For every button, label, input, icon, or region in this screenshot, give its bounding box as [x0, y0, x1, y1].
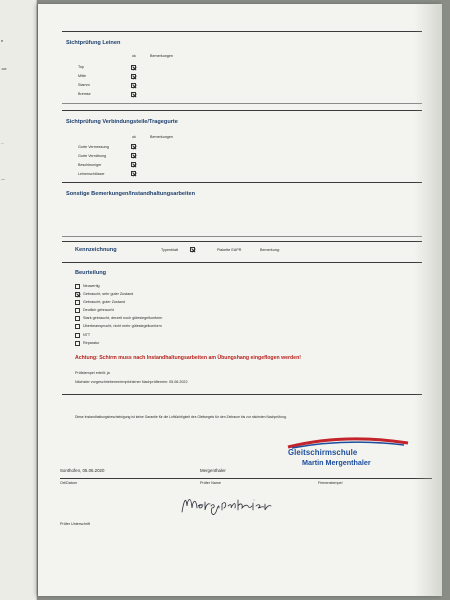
checkbox-reparatur[interactable]	[75, 341, 80, 346]
rating-label-ntt: NTT	[83, 333, 91, 337]
remarks-column-header: Bemerkungen	[150, 54, 173, 58]
checkbox-sehr-guter-zustand[interactable]	[75, 292, 80, 297]
checkbox-ntt[interactable]	[75, 333, 80, 338]
ort-datum-label: Ort/Datum	[60, 481, 78, 485]
check-label-stamm: Stamm	[78, 83, 90, 87]
logo-line2: Martin Mergenthaler	[302, 458, 371, 467]
checkbox-beschleuniger[interactable]	[131, 162, 136, 167]
rating-label-neuwertig: Neuwertig	[83, 284, 100, 288]
pruefstempel-text: Prüfstempel erteilt: ja	[75, 371, 110, 375]
divider	[62, 103, 422, 104]
logo-line1: Gleitschirmschule	[288, 448, 358, 457]
checkbox-leinenschloesser[interactable]	[131, 171, 136, 176]
check-label-mitte: Mitte	[78, 74, 86, 78]
divider	[62, 236, 422, 237]
pruefer-name-label: Prüfer Name	[200, 481, 221, 485]
underlying-page	[0, 0, 37, 600]
check-label-gurte-vermessung: Gurte Vermessung	[78, 145, 109, 149]
check-label-bremse: Bremse	[78, 92, 91, 96]
warning-text: Achtung: Schirm muss nach Instandhaltungsarbeiten am Übungshang eingeflogen werden!	[75, 355, 301, 361]
checkbox-stamm[interactable]	[131, 83, 136, 88]
bemerkung-label: Bemerkung:	[260, 248, 280, 252]
checkbox-mitte[interactable]	[131, 74, 136, 79]
divider	[62, 31, 422, 32]
section-title-beurteilung: Beurteilung	[75, 270, 107, 276]
handwritten-signature	[178, 490, 274, 522]
typenblatt-label: Typenblatt	[161, 248, 179, 252]
rating-label-ueberbeansprucht: Überbeansprucht, nicht mehr gütesiegelkonform	[83, 324, 162, 328]
check-label-top: Top	[78, 65, 84, 69]
check-label-gurte-vernaehung: Gurte Vernähung	[78, 154, 107, 158]
place-date-value: Sonthofen, 05.06.2020	[60, 468, 105, 473]
underlying-page-fragment: ...	[1, 140, 5, 145]
divider	[62, 182, 422, 183]
rating-label-stark-gebraucht: Stark gebraucht, derzeit noch gütesiegelkonform	[83, 316, 163, 320]
rating-label-sehr-guter-zustand: Gebraucht, sehr guter Zustand	[83, 292, 134, 296]
divider	[62, 241, 422, 242]
checkbox-deutlich-gebraucht[interactable]	[75, 308, 80, 313]
signature-line	[60, 478, 432, 479]
checkbox-guter-zustand[interactable]	[75, 300, 80, 305]
logo-swoosh-icon	[284, 435, 412, 449]
underlying-page-fragment: :ue	[1, 66, 7, 71]
divider	[62, 394, 422, 395]
checkbox-typenblatt[interactable]	[190, 247, 195, 252]
remarks-column-header: Bemerkungen	[150, 135, 173, 139]
ok-column-header: ok	[132, 54, 136, 58]
checkbox-top[interactable]	[131, 65, 136, 70]
checkbox-gurte-vermessung[interactable]	[131, 144, 136, 149]
next-inspection-text: Nächster vorgeschriebener/empfohlener Nachprüftermin: 05.06.2022	[75, 380, 188, 384]
check-label-beschleuniger: Beschleuniger	[78, 163, 102, 167]
check-label-leinenschloesser: Leinenschlösser	[78, 172, 105, 176]
rating-label-reparatur: Reparatur	[83, 341, 100, 345]
checkbox-ueberbeansprucht[interactable]	[75, 324, 80, 329]
school-logo	[284, 435, 412, 473]
checkbox-neuwertig[interactable]	[75, 284, 80, 289]
disclaimer-text: Diese Instandhaltungsbescheinigung ist keine Garantie für die Lufttüchtigkeit des Gleitsegels für den Zeitraum bis zur nächsten Nachprüfung.	[75, 415, 287, 419]
ok-column-header: ok	[132, 135, 136, 139]
inspection-form-page	[38, 4, 442, 596]
checkbox-stark-gebraucht[interactable]	[75, 316, 80, 321]
section-title-sonstige: Sonstige Bemerkungen/Instandhaltungsarbeiten	[66, 191, 195, 197]
rating-label-deutlich-gebraucht: Deutlich gebraucht	[83, 308, 114, 312]
checkbox-gurte-vernaehung[interactable]	[131, 153, 136, 158]
underlying-page-fragment: e	[1, 38, 4, 43]
divider	[62, 262, 422, 263]
rating-label-guter-zustand: Gebraucht, guter Zustand	[83, 300, 126, 304]
checkbox-bremse[interactable]	[131, 92, 136, 97]
firmenstempel-label: Firmenstempel	[318, 481, 343, 485]
section-title-leinen: Sichtprüfung Leinen	[66, 40, 121, 46]
section-title-kennzeichnung: Kennzeichnung	[75, 247, 117, 253]
underlying-page-fragment: —	[1, 176, 5, 181]
divider	[62, 110, 422, 111]
plakette-label: Plakette EAPR	[217, 248, 242, 252]
pruefer-name-value: Mergenthaler	[200, 468, 226, 473]
unterschrift-label: Prüfer Unterschrift	[60, 522, 90, 526]
section-title-gurte: Sichtprüfung Verbindungsteile/Tragegurte	[66, 119, 178, 125]
